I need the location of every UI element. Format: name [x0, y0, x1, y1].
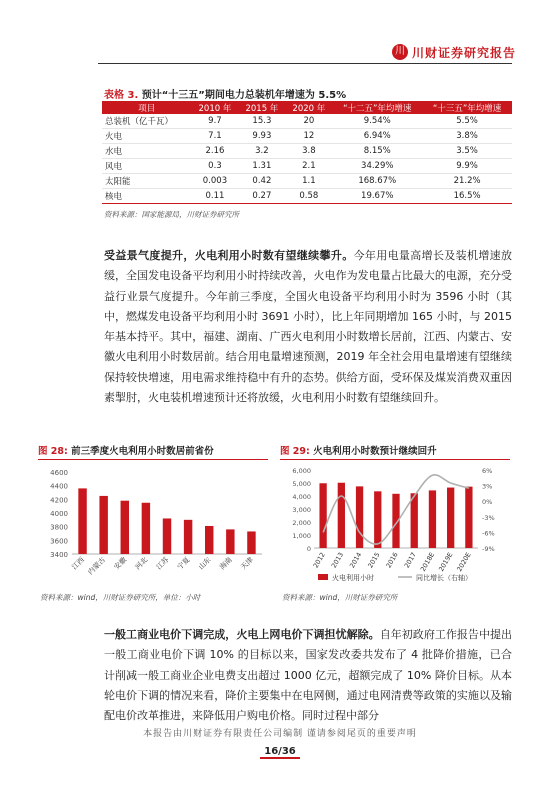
table-row — [102, 189, 512, 204]
report-header-title: 川财证券研究报告 — [412, 46, 517, 60]
table-cell: 8.15% — [332, 144, 422, 159]
table-cell: 太阳能 — [102, 174, 191, 189]
bar — [121, 501, 129, 554]
y-tick-label: 4600 — [50, 469, 68, 477]
figure29-chart — [280, 462, 512, 590]
x-tick-label: 2018E — [418, 551, 437, 573]
table-cell: 5.5% — [422, 114, 512, 129]
table-title-text: 预计“十三五”期间电力总装机年增速为 5.5% — [141, 90, 347, 101]
figure29-source: 资料来源：wind，川财证券研究所 — [282, 593, 398, 602]
table-title — [104, 86, 346, 101]
table-cell: 9.9% — [422, 159, 512, 174]
bar — [78, 488, 86, 554]
table-cell: 20 — [285, 114, 332, 129]
bar — [142, 503, 150, 554]
table-col-header: “十二五”年均增速 — [332, 101, 422, 114]
bar — [205, 526, 213, 554]
table-cell: 19.67% — [332, 189, 422, 204]
table-col-header: 2015 年 — [238, 101, 285, 114]
y2-tick-label: -3% — [482, 513, 495, 522]
table-row — [102, 144, 512, 159]
table-cell: 0.11 — [191, 189, 238, 204]
table-cell: 9.54% — [332, 114, 422, 129]
bar — [319, 483, 326, 548]
bar — [184, 520, 192, 554]
bar — [447, 488, 454, 548]
table-cell: 16.5% — [422, 189, 512, 204]
paragraph2-body: 自年初政府工作报告中提出一般工商业电价下调 10% 的目标以来，国家发改委共发布了 4 批降价措施，已合计削减一般工商业企业电费支出超过 1000 亿元，超额完成了 10% 降价目标。从本轮电价下调的情况来看，降价主要集中在电网侧，通过电网清费等政策的实施以及输配电价改革推进，来降低用户购电价格。同时过程中部分 — [104, 628, 513, 723]
y2-tick-label: 6% — [482, 467, 493, 475]
table-row — [102, 114, 512, 129]
table-source: 资料来源：国家能源局，川财证券研究所 — [104, 210, 239, 219]
table-cell: 12 — [285, 129, 332, 144]
table-cell: 2.1 — [285, 159, 332, 174]
x-tick-label: 2014 — [348, 551, 364, 570]
y-tick-label: 0 — [306, 545, 311, 553]
y-tick-label: 1,000 — [292, 532, 311, 540]
table-cell: 0.003 — [191, 174, 238, 189]
x-tick-label: 2015 — [366, 551, 382, 570]
table-cell: 水电 — [102, 144, 191, 159]
table-cell: 1.1 — [285, 174, 332, 189]
x-tick-label: 2012 — [311, 551, 327, 570]
table-body — [102, 114, 512, 204]
y-tick-label: 6,000 — [292, 467, 311, 475]
y-tick-label: 2,000 — [292, 519, 311, 527]
table-col-header: “十三五”年均增速 — [422, 101, 512, 114]
table-cell: 3.2 — [238, 144, 285, 159]
legend-label: 同比增长（右轴） — [416, 574, 472, 582]
figure28-source: 资料来源：wind，川财证券研究所，单位：小时 — [40, 593, 201, 602]
company-logo: 川 — [392, 44, 408, 60]
footer-notice: 本报告由川财证券有限责任公司编制 谨请参阅尾页的重要声明 — [143, 729, 417, 739]
table-cell: 核电 — [102, 189, 191, 204]
table-cell: 6.94% — [332, 129, 422, 144]
table-cell: 0.42 — [238, 174, 285, 189]
bar — [429, 490, 436, 548]
x-tick-label: 河北 — [133, 555, 150, 572]
figure28-chart — [38, 462, 270, 584]
y-tick-label: 3,000 — [292, 506, 311, 514]
table-cell: 15.3 — [238, 114, 285, 129]
bar — [99, 496, 107, 554]
table-cell: 7.1 — [191, 129, 238, 144]
x-tick-label: 2013 — [329, 551, 346, 570]
bar — [338, 483, 345, 548]
figure29-title — [280, 443, 437, 457]
x-tick-label: 江西 — [70, 555, 86, 572]
bar — [411, 493, 418, 548]
paragraph-thermal-hours — [104, 246, 512, 408]
table-col-header: 2010 年 — [191, 101, 238, 114]
table-cell: 0.58 — [285, 189, 332, 204]
table-cell: 9.93 — [238, 129, 285, 144]
table-row — [102, 129, 512, 144]
table-cell: 2.16 — [191, 144, 238, 159]
paragraph-lead: 受益景气度提升，火电利用小时数有望继续攀升。 — [104, 249, 354, 262]
x-tick-label: 山东 — [197, 555, 213, 572]
installed-capacity-table — [102, 101, 512, 204]
y2-tick-label: -6% — [482, 529, 495, 538]
legend-swatch-bar — [318, 574, 328, 580]
table-col-header: 2020 年 — [285, 101, 332, 114]
bar — [247, 531, 255, 554]
table-cell: 3.5% — [422, 144, 512, 159]
legend-label: 火电利用小时 — [332, 574, 374, 582]
x-tick-label: 宁夏 — [175, 555, 192, 572]
x-tick-label: 海南 — [218, 555, 234, 572]
y-tick-label: 3600 — [50, 537, 68, 546]
table-row — [102, 159, 512, 174]
bar — [356, 486, 363, 548]
x-tick-label: 安徽 — [112, 555, 129, 572]
y-tick-label: 4000 — [50, 510, 68, 518]
y-tick-label: 3800 — [50, 523, 68, 532]
x-tick-label: 2016 — [384, 551, 400, 570]
figure28-rule — [38, 459, 268, 460]
paragraph-tariff — [104, 625, 512, 726]
paragraph2-lead: 一般工商业电价下调完成，火电上网电价下调担忧解除。 — [104, 628, 380, 641]
x-tick-label: 江苏 — [154, 555, 171, 572]
table-row — [102, 174, 512, 189]
table-cell: 9.7 — [191, 114, 238, 129]
y-tick-label: 4400 — [50, 482, 68, 491]
x-tick-label: 2019E — [437, 551, 455, 573]
x-tick-label: 2020E — [455, 551, 473, 573]
paragraph-body: 今年用电量高增长及装机增速放缓，全国发电设备平均利用小时持续改善，火电作为发电量占比最大的电源，充分受益行业景气度提升。今年前三季度，全国火电设备平均利用小时为 3596 小时（其中，燃煤发电设备平均利用小时 3691 小时），比上年同期增加 165 小时，与 2015 年基本持平。其中，福建、湖南、广西火电利用小时数增长居前，江西、内蒙古、安徽火电利用小时数居前。结合用电量增速预测，2019 年全社会用电量增速有望继续保持较快增速，用电需求维持稳中有升的态势。供给方面，受环保及煤炭消费双重因素掣肘，火电装机增速预计还将放缓，火电利用小时数有望继续回升。 — [104, 249, 513, 405]
figure28-title — [38, 443, 214, 457]
figure29-rule — [280, 459, 510, 460]
page-number: 16/36 — [0, 746, 560, 757]
table-cell: 0.3 — [191, 159, 238, 174]
table-cell: 风电 — [102, 159, 191, 174]
bar — [465, 487, 472, 548]
y-tick-label: 5,000 — [292, 480, 311, 488]
y2-tick-label: -9% — [482, 545, 495, 553]
table-col-header: 项目 — [102, 101, 191, 114]
y-tick-label: 4,000 — [292, 493, 311, 501]
bar — [163, 518, 171, 554]
x-tick-label: 2017 — [402, 551, 418, 570]
y-tick-label: 3400 — [50, 551, 68, 559]
table-cell: 火电 — [102, 129, 191, 144]
figure28-label: 图 28: — [38, 446, 68, 457]
y2-tick-label: 3% — [482, 482, 493, 491]
y2-tick-label: 0% — [482, 498, 493, 507]
table-label: 表格 3. — [104, 90, 139, 101]
table-cell: 3.8% — [422, 129, 512, 144]
bar — [374, 491, 381, 548]
bar — [226, 529, 234, 554]
figure28-title-text: 前三季度火电利用小时数居前省份 — [71, 446, 214, 457]
table-cell: 总装机（亿千瓦） — [102, 114, 191, 129]
x-tick-label: 内蒙古 — [86, 555, 108, 577]
y-tick-label: 4200 — [50, 496, 68, 505]
table-cell: 0.27 — [238, 189, 285, 204]
figure29-label: 图 29: — [280, 446, 310, 457]
table-cell: 21.2% — [422, 174, 512, 189]
table-cell: 34.29% — [332, 159, 422, 174]
figure29-title-text: 火电利用小时数预计继续回升 — [313, 446, 437, 457]
x-tick-label: 天津 — [239, 555, 255, 572]
table-header-row — [102, 101, 512, 114]
table-cell: 168.67% — [332, 174, 422, 189]
table-cell: 1.31 — [238, 159, 285, 174]
header-rule — [98, 63, 512, 64]
table-cell: 3.8 — [285, 144, 332, 159]
